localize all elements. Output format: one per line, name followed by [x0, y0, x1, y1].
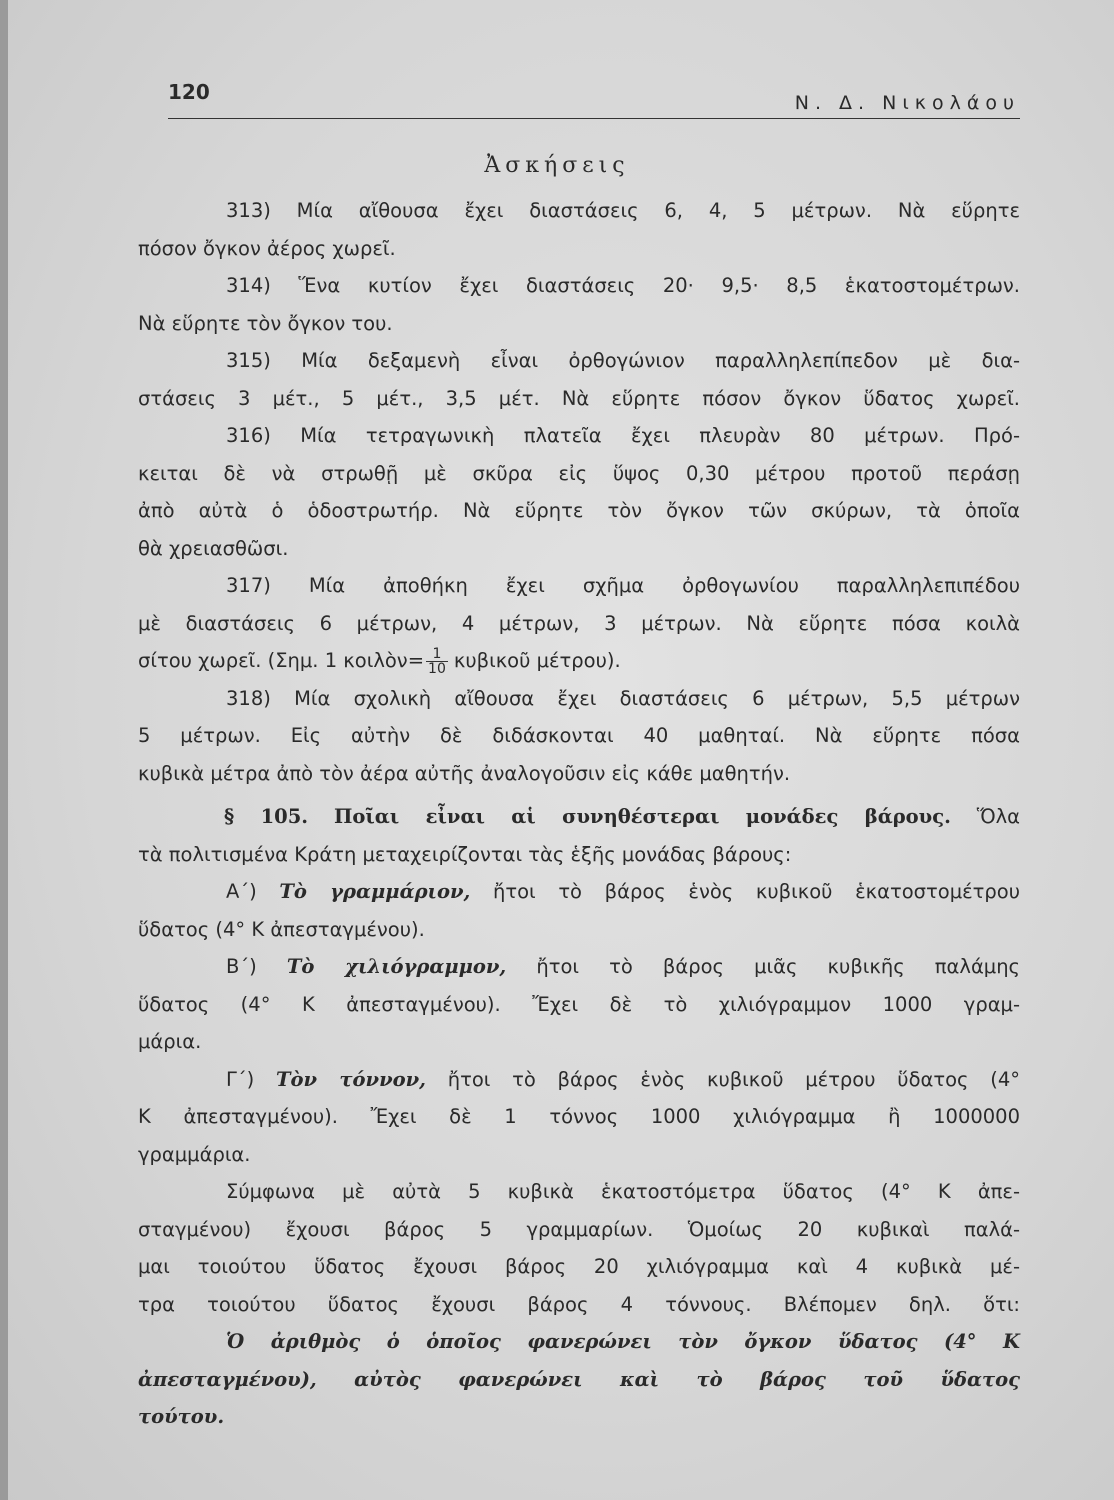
fraction-one-tenth [426, 647, 448, 676]
exercise-315-line: 315) Μία δεξαμενὴ εἶναι ὀρθογώνιον παραλληλεπίπεδον μὲ δια- [226, 349, 1020, 372]
exercise-317-note-start: σίτου χωρεῖ. (Σημ. 1 κοιλὸν= [138, 649, 425, 672]
exercise-318-line: κυβικὰ μέτρα ἀπὸ τὸν ἀέρα αὐτῆς ἀναλογοῦσιν εἰς κάθε μαθητήν. [138, 761, 791, 785]
paragraph-number: § 105. [224, 805, 309, 828]
exercise-314-line: Νὰ εὕρητε τὸν ὄγκον του. [138, 311, 393, 335]
section-title: Ἀσκήσεις [484, 153, 630, 178]
exercise-316-line: 316) Μία τετραγωνικὴ πλατεῖα ἔχει πλευρὰν 80 μέτρων. Πρό- [226, 424, 1020, 447]
unit-term: Τὸν τόννον, [276, 1067, 426, 1091]
rule-line: ἀπεσταγμένου), αὐτὸς φανερώνει καὶ τὸ βάρος τοῦ ὕδατος [138, 1367, 1020, 1391]
rule-line: τούτου. [138, 1405, 225, 1428]
fraction-denominator: 10 [428, 661, 446, 677]
paragraph-105-heading-line [138, 798, 1020, 836]
exercise-316-line: θὰ χρειασθῶσι. [138, 536, 289, 560]
exercise-313-line: πόσον ὄγκον ἀέρος χωρεῖ. [138, 236, 396, 260]
conclusion-line: τρα τοιούτου ὕδατος ἔχουσι βάρος 4 τόννους. Βλέπομεν δηλ. ὅτι: [138, 1292, 1020, 1316]
paragraph-intro-start: Ὅλα [976, 805, 1021, 828]
unit-definition: ἤτοι τὸ βάρος ἑνὸς κυβικοῦ ἑκατοστομέτρου [493, 880, 1020, 903]
unit-label: Β΄) [226, 955, 257, 978]
exercise-317-line: 317) Μία ἀποθήκη ἔχει σχῆμα ὀρθογωνίου παραλληλεπιπέδου [226, 574, 1020, 597]
unit-gram-line: ὕδατος (4° Κ ἀπεσταγμένου). [138, 917, 425, 941]
unit-ton-line: γραμμάρια. [138, 1142, 251, 1166]
exercise-317-line [138, 642, 1020, 680]
unit-ton-line [138, 1061, 1020, 1099]
exercise-315-line: στάσεις 3 μέτ., 5 μέτ., 3,5 μέτ. Νὰ εὕρητε πόσον ὄγκον ὕδατος χωρεῖ. [138, 386, 1020, 410]
page-number: 120 [168, 80, 210, 104]
unit-term: Τὸ χιλιόγραμμον, [286, 955, 507, 978]
unit-kilogram-line: μάρια. [138, 1030, 202, 1053]
page-body [138, 192, 1020, 1436]
page-edge-shadow [0, 0, 8, 1500]
unit-ton-line: Κ ἀπεσταγμένου). Ἔχει δὲ 1 τόννος 1000 χιλιόγραμμα ἢ 1000000 [138, 1105, 1020, 1128]
unit-kilogram-line: ὕδατος (4° Κ ἀπεσταγμένου). Ἔχει δὲ τὸ χιλιόγραμμον 1000 γραμ- [138, 992, 1020, 1016]
unit-definition: ἤτοι τὸ βάρος ἑνὸς κυβικοῦ μέτρου ὕδατος (4° [447, 1067, 1021, 1091]
exercise-318-line: 318) Μία σχολικὴ αἴθουσα ἔχει διαστάσεις 6 μέτρων, 5,5 μέτρων [226, 686, 1020, 710]
rule-line: Ὁ ἀριθμὸς ὁ ὁποῖος φανερώνει τὸν ὄγκον ὕδατος (4° Κ [226, 1330, 1020, 1353]
exercise-317-line: μὲ διαστάσεις 6 μέτρων, 4 μέτρων, 3 μέτρων. Νὰ εὕρητε πόσα κοιλὰ [138, 611, 1020, 635]
unit-label: Γ΄) [226, 1067, 255, 1091]
unit-gram-line [138, 873, 1020, 911]
exercise-313-line: 313) Μία αἴθουσα ἔχει διαστάσεις 6, 4, 5 μέτρων. Νὰ εὕρητε [226, 199, 1020, 222]
fraction-numerator: 1 [426, 647, 448, 662]
exercise-318-line: 5 μέτρων. Εἰς αὐτὴν δὲ διδάσκονται 40 μαθηταί. Νὰ εὕρητε πόσα [138, 724, 1020, 747]
exercise-314-line: 314) Ἕνα κυτίον ἔχει διαστάσεις 20· 9,5· 8,5 ἑκατοστομέτρων. [226, 274, 1020, 297]
page-header [168, 78, 1020, 119]
exercise-316-line: ἀπὸ αὐτὰ ὁ ὁδοστρωτήρ. Νὰ εὕρητε τὸν ὄγκον τῶν σκύρων, τὰ ὁποῖα [138, 499, 1020, 522]
paragraph-105-line: τὰ πολιτισμένα Κράτη μεταχειρίζονται τὰς ἑξῆς μονάδας βάρους: [138, 842, 792, 866]
unit-term: Τὸ γραμμάριον, [279, 880, 471, 903]
exercise-317-note-end: κυβικοῦ μέτρου). [453, 649, 621, 672]
paragraph-title: Ποῖαι εἶναι αἱ συνηθέστεραι μονάδες βάρους. [333, 805, 951, 828]
exercise-316-line: κειται δὲ νὰ στρωθῇ μὲ σκῦρα εἰς ὕψος 0,30 μέτρου προτοῦ περάσῃ [138, 461, 1020, 485]
unit-kilogram-line [138, 948, 1020, 986]
running-head-author: Ν. Δ. Νικολάου [794, 92, 1020, 114]
conclusion-line: σταγμένου) ἔχουσι βάρος 5 γραμμαρίων. Ὁμοίως 20 κυβικαὶ παλά- [138, 1217, 1020, 1241]
unit-label: Α΄) [226, 880, 257, 903]
unit-definition: ἤτοι τὸ βάρος μιᾶς κυβικῆς παλάμης [536, 955, 1021, 978]
conclusion-line: μαι τοιούτου ὕδατος ἔχουσι βάρος 20 χιλιόγραμμα καὶ 4 κυβικὰ μέ- [138, 1255, 1020, 1278]
conclusion-line: Σύμφωνα μὲ αὐτὰ 5 κυβικὰ ἑκατοστόμετρα ὕδατος (4° Κ ἀπε- [226, 1180, 1020, 1203]
